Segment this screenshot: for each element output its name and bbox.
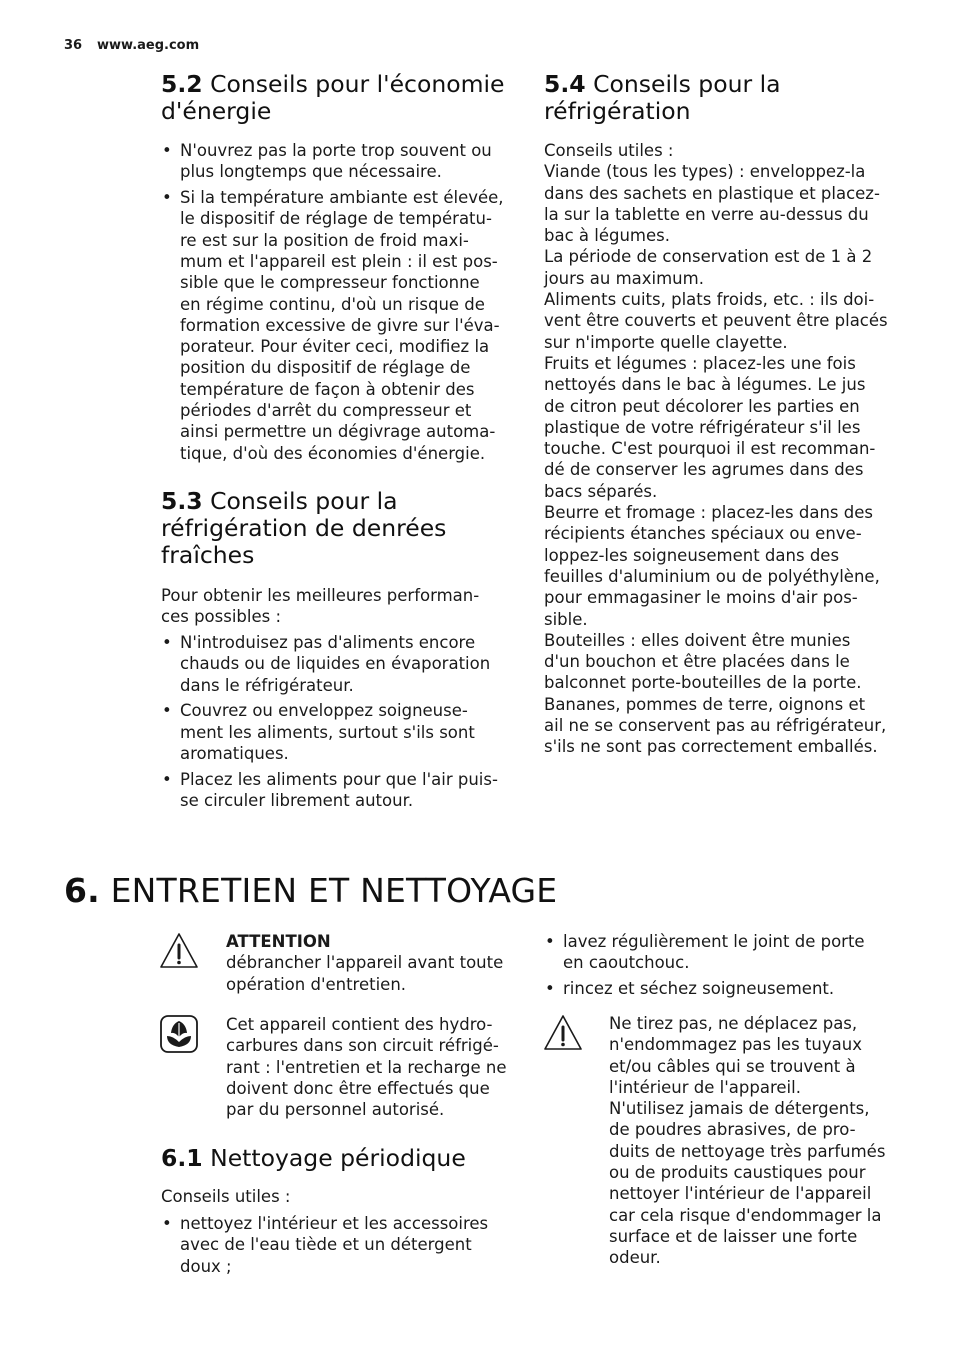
- line: de poudres abrasives, de pro-: [609, 1120, 856, 1140]
- section-6-1-title: [161, 1145, 521, 1172]
- chapter-6-title: [64, 872, 884, 910]
- line: Cet appareil contient des hydro-: [226, 1015, 493, 1034]
- section-5-2-list: [161, 140, 521, 468]
- section-6-1-list-right: [544, 931, 904, 1004]
- title-line: Conseils pour l'économie: [210, 70, 505, 98]
- line: pour emmagasiner le moins d'air pos-: [544, 588, 858, 608]
- warning-triangle-icon: [159, 931, 199, 971]
- line: mum et l'appareil est plein : il est pos-: [180, 251, 498, 271]
- section-5-2-title: [161, 71, 521, 125]
- line: carbures dans son circuit réfrigé-: [226, 1036, 499, 1056]
- line: Bouteilles : elles doivent être munies: [544, 630, 851, 650]
- title-line: réfrigération de denrées: [161, 514, 447, 542]
- warning-note: [609, 1013, 909, 1269]
- chapter-number: 6.: [64, 871, 100, 910]
- list-item: [161, 187, 521, 464]
- line: car cela risque d'endommager la: [609, 1205, 882, 1225]
- line: et/ou câbles qui se trouvent à: [609, 1056, 856, 1076]
- title-text: Nettoyage périodique: [210, 1144, 466, 1172]
- line: ment les aliments, surtout s'ils sont: [180, 722, 475, 742]
- line: n'endommagez pas les tuyaux: [609, 1035, 862, 1055]
- attention-label: ATTENTION: [226, 932, 331, 951]
- list-item: [161, 769, 521, 812]
- line: Conseils utiles :: [544, 141, 674, 160]
- line: rincez et séchez soigneusement.: [563, 979, 835, 999]
- line: sible que le compresseur fonctionne: [180, 273, 480, 293]
- line: dans le réfrigérateur.: [180, 675, 354, 695]
- environment-leaf-icon: [159, 1014, 199, 1054]
- section-5-3-list: [161, 632, 521, 816]
- line: N'ouvrez pas la porte trop souvent ou: [180, 141, 492, 160]
- line: chauds ou de liquides en évaporation: [180, 654, 491, 674]
- section-5-3-title: [161, 488, 521, 569]
- line: en caoutchouc.: [563, 953, 690, 973]
- line: loppez-les soigneusement dans des: [544, 545, 840, 565]
- line: formation excessive de givre sur l'éva-: [180, 315, 500, 335]
- line: bacs séparés.: [544, 481, 658, 501]
- line: sible.: [544, 609, 588, 629]
- line: de citron peut décolorer les parties en: [544, 396, 860, 416]
- chapter-title-text: ENTRETIEN ET NETTOYAGE: [110, 871, 558, 910]
- attention-note: [226, 931, 526, 995]
- line: plus longtemps que nécessaire.: [180, 162, 442, 182]
- title-line: fraîches: [161, 541, 255, 569]
- line: récipients étanches spéciaux ou enve-: [544, 524, 862, 544]
- line: aromatiques.: [180, 743, 289, 763]
- line: dé de conserver les agrumes dans des: [544, 460, 864, 480]
- line: lavez régulièrement le joint de porte: [563, 932, 865, 951]
- line: balconnet porte-bouteilles de la porte.: [544, 673, 862, 693]
- line: bac à légumes.: [544, 226, 670, 246]
- line: Aliments cuits, plats froids, etc. : ils doi-: [544, 290, 875, 310]
- section-number: 5.3: [161, 487, 203, 515]
- line: jours au maximum.: [544, 268, 704, 288]
- line: doivent donc être effectués que: [226, 1078, 490, 1098]
- line: s'ils ne sont pas correctement emballés.: [544, 737, 878, 757]
- line: La période de conservation est de 1 à 2: [544, 247, 873, 267]
- line: re est sur la position de froid maxi-: [180, 230, 469, 250]
- line: avec de l'eau tiède et un détergent: [180, 1235, 472, 1255]
- list-item: [544, 931, 904, 974]
- line: rant : l'entretien et la recharge ne: [226, 1057, 507, 1077]
- line: ail ne se conservent pas au réfrigérateur,: [544, 716, 887, 736]
- line: ces possibles :: [161, 607, 282, 627]
- title-line: Conseils pour la: [210, 487, 398, 515]
- section-number: 5.4: [544, 70, 586, 98]
- line: en régime continu, d'où un risque de: [180, 294, 485, 314]
- section-5-4-body: [544, 140, 914, 758]
- line: feuilles d'aluminium ou de polyéthylène,: [544, 566, 880, 586]
- line: Si la température ambiante est élevée,: [180, 188, 504, 208]
- title-line: Conseils pour la: [593, 70, 781, 98]
- warning-triangle-icon: [543, 1013, 583, 1053]
- website: www.aeg.com: [97, 38, 200, 53]
- section-number: 5.2: [161, 70, 203, 98]
- page-number: 36: [64, 38, 83, 53]
- list-item: [161, 700, 521, 764]
- list-item: [161, 632, 521, 696]
- line: N'utilisez jamais de détergents,: [609, 1099, 870, 1119]
- list-item: [161, 1213, 521, 1277]
- line: Bananes, pommes de terre, oignons et: [544, 694, 866, 714]
- line: l'intérieur de l'appareil.: [609, 1077, 801, 1097]
- line: périodes d'arrêt du compresseur et: [180, 401, 472, 421]
- line: par du personnel autorisé.: [226, 1100, 445, 1120]
- line: doux ;: [180, 1256, 232, 1276]
- line: nettoyés dans le bac à légumes. Le jus: [544, 375, 866, 395]
- section-6-1-list-left: [161, 1213, 521, 1281]
- line: opération d'entretien.: [226, 974, 407, 994]
- title-line: réfrigération: [544, 97, 691, 125]
- line: porateur. Pour éviter ceci, modifiez la: [180, 337, 490, 357]
- line: Couvrez ou enveloppez soigneuse-: [180, 701, 468, 721]
- line: dans des sachets en plastique et placez-: [544, 183, 880, 203]
- line: surface et de laisser une forte: [609, 1226, 858, 1246]
- line: Ne tirez pas, ne déplacez pas,: [609, 1014, 858, 1033]
- environment-note: [226, 1014, 526, 1120]
- line: Pour obtenir les meilleures performan-: [161, 586, 480, 605]
- section-5-3-intro: [161, 585, 521, 628]
- line: N'introduisez pas d'aliments encore: [180, 633, 476, 652]
- line: Beurre et fromage : placez-les dans des: [544, 503, 873, 523]
- line: Viande (tous les types) : enveloppez-la: [544, 162, 866, 182]
- line: nettoyer l'intérieur de l'appareil: [609, 1184, 872, 1204]
- list-item: [161, 140, 521, 183]
- title-line: d'énergie: [161, 97, 272, 125]
- line: débrancher l'appareil avant toute: [226, 953, 504, 973]
- line: le dispositif de réglage de températu-: [180, 209, 492, 229]
- line: touche. C'est pourquoi il est recomman-: [544, 439, 876, 459]
- line: d'un bouchon et être placées dans le: [544, 652, 850, 672]
- line: se circuler librement autour.: [180, 791, 414, 811]
- line: tique, d'où des économies d'énergie.: [180, 443, 486, 463]
- line: la sur la tablette en verre au-dessus du: [544, 204, 869, 224]
- line: sur n'importe quelle clayette.: [544, 332, 788, 352]
- section-number: 6.1: [161, 1144, 203, 1172]
- line: ainsi permettre un dégivrage automa-: [180, 422, 496, 442]
- line: position du dispositif de réglage de: [180, 358, 471, 378]
- line: duits de nettoyage très parfumés: [609, 1141, 886, 1161]
- line: odeur.: [609, 1248, 661, 1268]
- section-5-4-title: [544, 71, 904, 125]
- line: température de façon à obtenir des: [180, 379, 475, 399]
- list-item: [544, 978, 904, 999]
- line: vent être couverts et peuvent être placés: [544, 311, 888, 331]
- line: plastique de votre réfrigérateur s'il les: [544, 417, 861, 437]
- section-6-1-intro: Conseils utiles :: [161, 1187, 291, 1206]
- line: Fruits et légumes : placez-les une fois: [544, 353, 856, 373]
- line: ou de produits caustiques pour: [609, 1163, 866, 1183]
- line: nettoyez l'intérieur et les accessoires: [180, 1214, 489, 1233]
- line: Placez les aliments pour que l'air puis-: [180, 769, 498, 789]
